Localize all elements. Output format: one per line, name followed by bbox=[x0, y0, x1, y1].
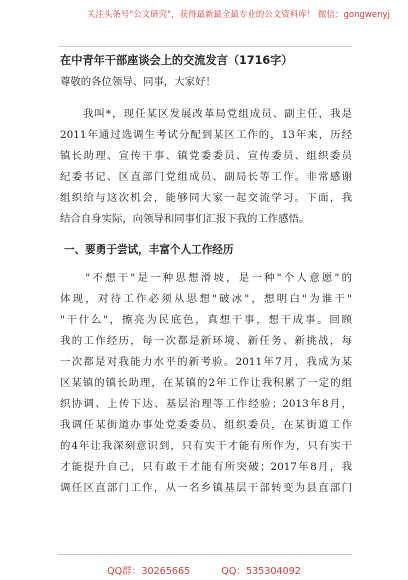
greeting: 尊敬的各位领导、同事，大家好！ bbox=[60, 76, 216, 88]
text-line: 组织给与这次机会，能够同大家一起交流学习。下面，我 bbox=[60, 192, 352, 204]
text-line: 织协调、上传下达、基层治理等工作经验；2013年8月， bbox=[60, 398, 352, 410]
paragraph-intro bbox=[60, 104, 352, 230]
footer-contact bbox=[0, 563, 408, 577]
text-line: 镇长助理、宣传干事、镇党委委员、宣传委员、组织委员 bbox=[60, 150, 352, 162]
qq-group: QQ群：30265665 bbox=[107, 566, 191, 577]
text-line: 结合自身实际，向领导和同事们汇报下我的工作感悟。 bbox=[60, 213, 310, 225]
qq-number: QQ：535304092 bbox=[221, 566, 301, 577]
text-line: "干什么"，擦亮为民底色，真想干事，想干成事。回顾 bbox=[60, 314, 352, 326]
text-line: 2011年通过选调生考试分配到某区工作的，13年来，历经 bbox=[60, 129, 352, 141]
header-divider bbox=[58, 46, 352, 47]
text-line: 体现，对待工作必须从思想"破冰"，想明白"为谁干" bbox=[60, 293, 352, 305]
text-line: 区某镇的镇长助理，在某镇的2年工作让我积累了一定的组 bbox=[60, 377, 352, 389]
text-line: 才能提升自己，只有敢干才能有所突破；2017年8月，我 bbox=[60, 461, 352, 473]
text-line: 一次都是对我能力水平的新考验。2011年7月，我成为某 bbox=[60, 356, 352, 368]
text-line: 纪委书记、区直部门党组成员、副局长等工作。非常感谢 bbox=[60, 171, 352, 183]
document-body bbox=[60, 53, 352, 499]
text-line: 我叫*，现任某区发展改革局党组成员、副主任，我是 bbox=[60, 108, 352, 120]
text-line: 我的工作经历，每一次都是新环境、新任务、新挑战，每 bbox=[60, 335, 352, 347]
text-line: "不想干"是一种思想滑坡，是一种"个人意愿"的 bbox=[60, 272, 352, 284]
text-line: 的4年让我深刻意识到，只有实干才能有所作为，只有实干 bbox=[60, 440, 352, 452]
paragraph-experience bbox=[60, 268, 352, 499]
footer-divider bbox=[58, 554, 352, 555]
promo-banner: 关注头条号"公文研究"，获得最新最全最专业的公文资料库！ 微信：gongwenyj bbox=[87, 9, 390, 19]
document-title: 在中青年干部座谈会上的交流发言（1716字） bbox=[60, 54, 293, 67]
section-heading: 一、要勇于尝试，丰富个人工作经历 bbox=[64, 244, 234, 256]
text-line: 调任区直部门工作，从一名乡镇基层干部转变为县直部门 bbox=[60, 482, 352, 494]
text-line: 我调任某街道办事处党委委员、组织委员，在某街道工作 bbox=[60, 419, 352, 431]
